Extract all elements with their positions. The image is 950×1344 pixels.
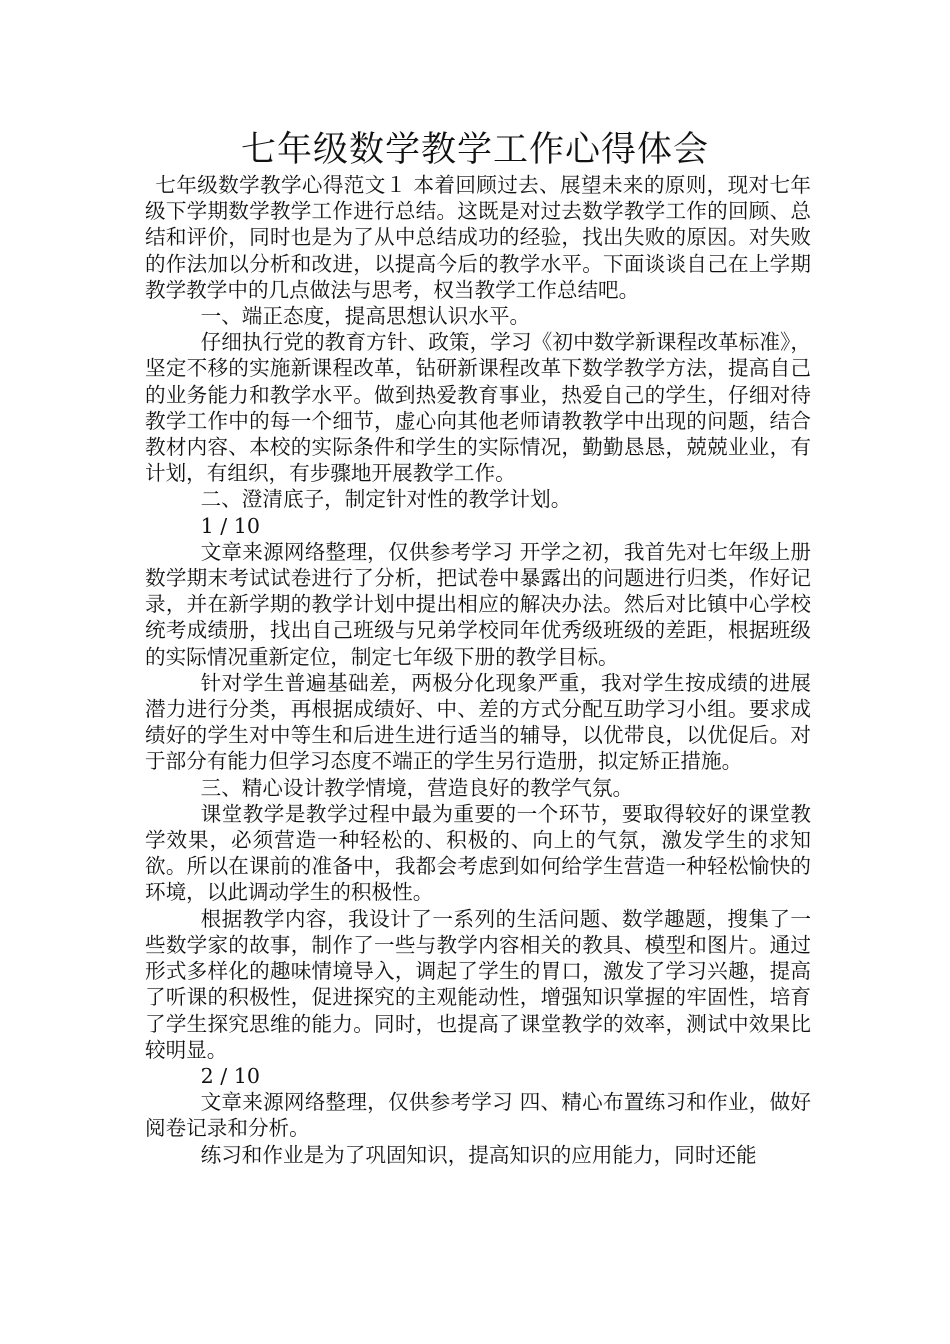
page-number: 2 / 10 bbox=[200, 1063, 260, 1088]
section-heading-3: 三、精心设计教学情境，营造良好的教学气氛。 bbox=[200, 775, 634, 800]
document-body bbox=[145, 172, 811, 1168]
body-paragraph: 针对学生普遍基础差，两极分化现象严重，我对学生按成绩的进展潜力进行分类，再根据成绩好、中、差的方式分配互助学习小组。要求成绩好的学生对中等生和后进生进行适当的辅导，以优带良，以优促后。对于部分有能力但学习态度不端正的学生另行造册，拟定矫正措施。 bbox=[145, 670, 811, 774]
section-heading-1: 一、端正态度，提高思想认识水平。 bbox=[200, 304, 531, 329]
page-number: 1 / 10 bbox=[200, 513, 260, 538]
body-paragraph: 根据教学内容，我设计了一系列的生活问题、数学趣题，搜集了一些数学家的故事，制作了一些与教学内容相关的教具、模型和图片。通过形式多样化的趣味情境导入，调起了学生的胃口，激发了学习兴趣，提高了听课的积极性，促进探究的主观能动性，增强知识掌握的牢固性，培育了学生探究思维的能力。同时，也提高了课堂教学的效率，测试中效果比较明显。 bbox=[145, 906, 811, 1062]
body-paragraph: 练习和作业是为了巩固知识，提高知识的应用能力，同时还能 bbox=[200, 1142, 757, 1167]
intro-paragraph: 七年级数学教学心得范文１ 本着回顾过去、展望未来的原则，现对七年级下学期数学教学工作进行总结。这既是对过去数学教学工作的回顾、总结和评价，同时也是为了从中总结成功的经验，找出失败的原因。对失败的作法加以分析和改进，以提高今后的教学水平。下面谈谈自己在上学期教学教学中的几点做法与思考，权当教学工作总结吧。 bbox=[145, 173, 811, 302]
body-paragraph: 文章来源网络整理，仅供参考学习 四、精心布置练习和作业，做好阅卷记录和分析。 bbox=[145, 1090, 811, 1141]
body-paragraph: 仔细执行党的教育方针、政策，学习《初中数学新课程改革标准》，坚定不移的实施新课程改革，钻研新课程改革下数学教学方法，提高自己的业务能力和教学水平。做到热爱教育事业，热爱自己的学生，仔细对待教学工作中的每一个细节，虚心向其他老师请教教学中出现的问题，结合教材内容、本校的实际条件和学生的实际情况，勤勤恳恳，兢兢业业，有计划，有组织，有步骤地开展教学工作。 bbox=[145, 330, 811, 486]
document-title: 七年级数学教学工作心得体会 bbox=[240, 130, 709, 170]
body-paragraph: 文章来源网络整理，仅供参考学习 开学之初，我首先对七年级上册数学期末考试试卷进行了分析，把试卷中暴露出的问题进行归类，作好记录，并在新学期的教学计划中提出相应的解决办法。然后对比镇中心学校统考成绩册，找出自己班级与兄弟学校同年优秀级班级的差距，根据班级的实际情况重新定位，制定七年级下册的教学目标。 bbox=[145, 539, 811, 669]
body-paragraph: 课堂教学是教学过程中最为重要的一个环节，要取得较好的课堂教学效果，必须营造一种轻松的、积极的、向上的气氛，激发学生的求知欲。所以在课前的准备中，我都会考虑到如何给学生营造一种轻松愉快的环境，以此调动学生的积极性。 bbox=[145, 801, 811, 905]
section-heading-2: 二、澄清底子，制定针对性的教学计划。 bbox=[200, 487, 572, 512]
